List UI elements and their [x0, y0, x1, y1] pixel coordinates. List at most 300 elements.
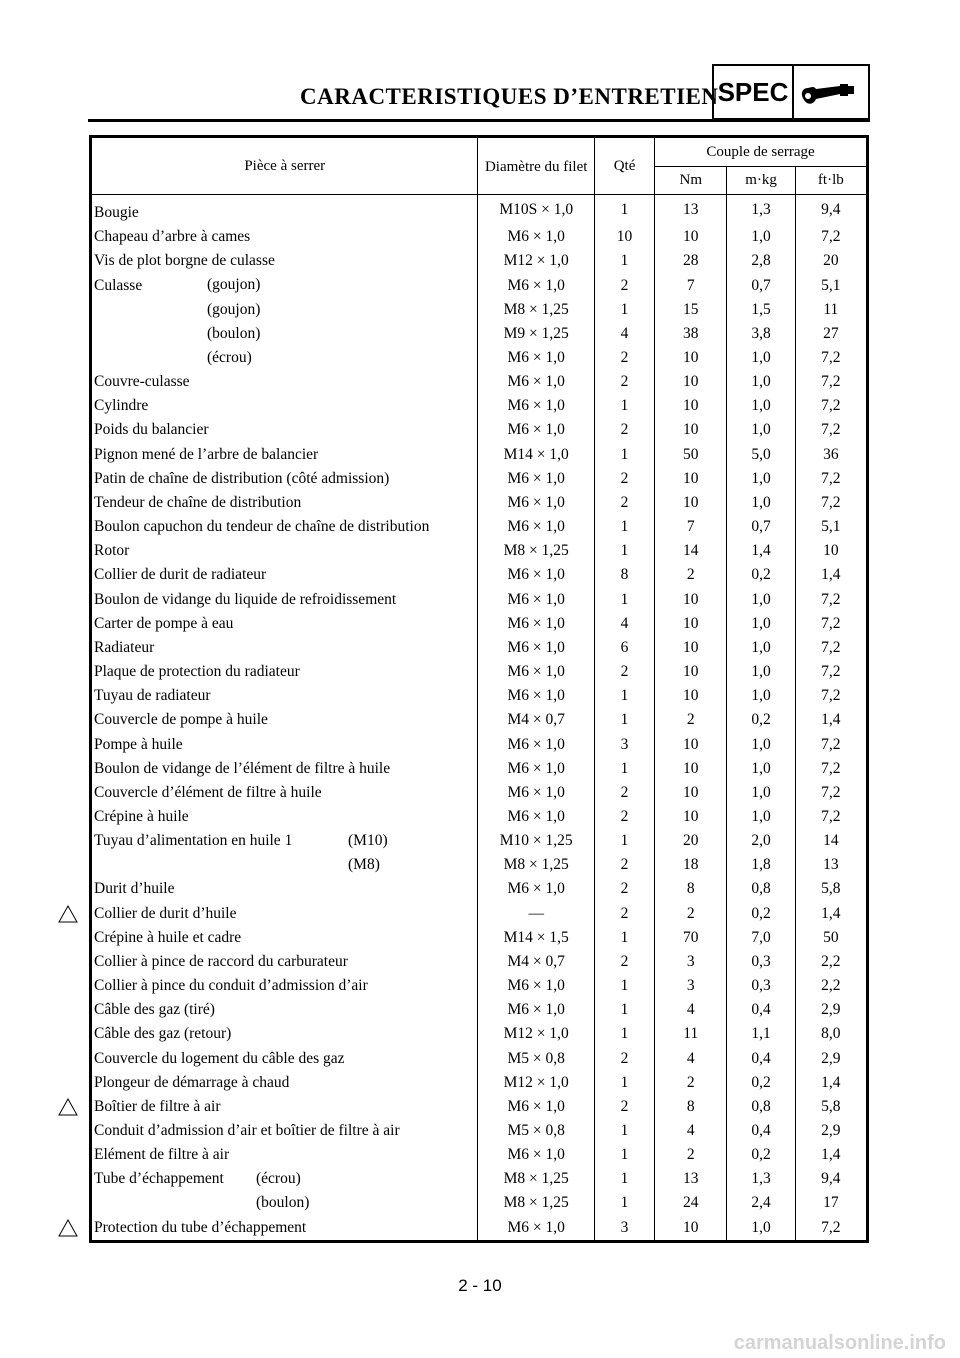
- ftlb-cell: 9,4: [795, 195, 867, 226]
- mkg-cell: 1,0: [727, 588, 795, 612]
- table-row: [91, 370, 868, 394]
- ftlb-cell: 11: [795, 298, 867, 322]
- table-row: [91, 829, 868, 853]
- qty-cell: 2: [594, 1095, 654, 1119]
- part-cell: [91, 1191, 478, 1215]
- nm-cell: 18: [655, 853, 727, 877]
- part-name: Durit d’huile: [94, 880, 175, 898]
- mkg-cell: 0,2: [727, 1071, 795, 1095]
- part-cell: [91, 1022, 478, 1046]
- part-sub-label: (boulon): [256, 1194, 310, 1212]
- mkg-cell: 1,0: [727, 805, 795, 829]
- thread-cell: M8 × 1,25: [478, 539, 594, 563]
- thread-cell: M10 × 1,25: [478, 829, 594, 853]
- thread-cell: M6 × 1,0: [478, 732, 594, 756]
- part-name: Patin de chaîne de distribution (côté admission): [94, 469, 390, 487]
- table-row: [91, 1216, 868, 1242]
- unit-nm-header: Nm: [655, 167, 727, 195]
- mkg-cell: 1,0: [727, 732, 795, 756]
- part-cell: [91, 418, 478, 442]
- part-cell: [91, 225, 478, 249]
- thread-cell: M6 × 1,0: [478, 467, 594, 491]
- part-cell: [91, 1119, 478, 1143]
- warning-triangle-icon: [58, 1098, 78, 1116]
- thread-cell: M8 × 1,25: [478, 298, 594, 322]
- part-cell: [91, 1143, 478, 1167]
- part-sub-label: (écrou): [207, 348, 252, 366]
- part-sub-label: (boulon): [207, 324, 261, 342]
- table-row: [91, 273, 868, 297]
- ftlb-cell: 2,9: [795, 1119, 867, 1143]
- nm-cell: 2: [655, 1071, 727, 1095]
- qty-cell: 2: [594, 950, 654, 974]
- mkg-cell: 0,4: [727, 1119, 795, 1143]
- thread-cell: M6 × 1,0: [478, 225, 594, 249]
- part-cell: [91, 1216, 478, 1242]
- part-sub-label: (M10): [348, 832, 388, 850]
- ftlb-cell: 2,2: [795, 950, 867, 974]
- thread-cell: M12 × 1,0: [478, 1022, 594, 1046]
- ftlb-cell: 7,2: [795, 491, 867, 515]
- mkg-cell: 1,0: [727, 370, 795, 394]
- qty-cell: 1: [594, 1022, 654, 1046]
- ftlb-cell: 50: [795, 926, 867, 950]
- thread-cell: M6 × 1,0: [478, 346, 594, 370]
- mkg-cell: 1,0: [727, 684, 795, 708]
- thread-cell: M10S × 1,0: [478, 195, 594, 226]
- qty-cell: 1: [594, 926, 654, 950]
- part-sub-label: (M8): [348, 856, 380, 874]
- nm-cell: 10: [655, 757, 727, 781]
- nm-cell: 24: [655, 1191, 727, 1215]
- table-row: [91, 708, 868, 732]
- qty-cell: 1: [594, 298, 654, 322]
- qty-cell: 4: [594, 612, 654, 636]
- part-name: Culasse: [94, 276, 143, 294]
- qty-cell: 2: [594, 467, 654, 491]
- ftlb-cell: 7,2: [795, 370, 867, 394]
- unit-mkg-header: m·kg: [727, 167, 795, 195]
- qty-cell: 2: [594, 418, 654, 442]
- thread-cell: M4 × 0,7: [478, 950, 594, 974]
- thread-cell: M14 × 1,5: [478, 926, 594, 950]
- thread-cell: M6 × 1,0: [478, 370, 594, 394]
- part-name: Chapeau d’arbre à cames: [94, 228, 251, 246]
- part-cell: [91, 322, 478, 346]
- thread-cell: M5 × 0,8: [478, 1046, 594, 1070]
- spec-badge: [712, 64, 870, 120]
- thread-cell: M6 × 1,0: [478, 394, 594, 418]
- nm-cell: 28: [655, 249, 727, 273]
- thread-cell: M12 × 1,0: [478, 249, 594, 273]
- mkg-cell: 3,8: [727, 322, 795, 346]
- table-row: [91, 877, 868, 901]
- qty-cell: 1: [594, 195, 654, 226]
- nm-cell: 2: [655, 902, 727, 926]
- part-cell: [91, 249, 478, 273]
- table-row: [91, 1071, 868, 1095]
- thread-cell: M6 × 1,0: [478, 636, 594, 660]
- table-row: [91, 805, 868, 829]
- ftlb-cell: 2,9: [795, 998, 867, 1022]
- qty-cell: 1: [594, 684, 654, 708]
- ftlb-cell: 9,4: [795, 1167, 867, 1191]
- ftlb-cell: 7,2: [795, 1216, 867, 1242]
- ftlb-cell: 36: [795, 443, 867, 467]
- part-name: Crépine à huile: [94, 807, 189, 825]
- part-cell: [91, 684, 478, 708]
- mkg-cell: 1,0: [727, 660, 795, 684]
- mkg-cell: 0,4: [727, 1046, 795, 1070]
- watermark: carmanualsonline.info: [733, 1332, 946, 1354]
- thread-cell: M12 × 1,0: [478, 1071, 594, 1095]
- part-cell: [91, 346, 478, 370]
- part-name: Couvercle du logement du câble des gaz: [94, 1049, 345, 1067]
- part-name: Rotor: [94, 542, 130, 560]
- ftlb-cell: 1,4: [795, 1143, 867, 1167]
- mkg-cell: 1,0: [727, 781, 795, 805]
- mkg-cell: 0,2: [727, 1143, 795, 1167]
- table-row: [91, 1119, 868, 1143]
- mkg-cell: 1,0: [727, 394, 795, 418]
- qty-cell: 1: [594, 1143, 654, 1167]
- ftlb-cell: 7,2: [795, 225, 867, 249]
- col-part-header: Pièce à serrer: [91, 137, 478, 195]
- part-sub-label: (goujon): [207, 276, 261, 294]
- mkg-cell: 1,3: [727, 195, 795, 226]
- part-cell: [91, 273, 478, 297]
- part-name: Couvercle d’élément de filtre à huile: [94, 783, 322, 801]
- qty-cell: 6: [594, 636, 654, 660]
- nm-cell: 8: [655, 1095, 727, 1119]
- nm-cell: 13: [655, 1167, 727, 1191]
- qty-cell: 2: [594, 346, 654, 370]
- part-name: Elément de filtre à air: [94, 1146, 230, 1164]
- table-row: [91, 539, 868, 563]
- thread-cell: M6 × 1,0: [478, 974, 594, 998]
- wrench-icon: [796, 72, 866, 114]
- part-cell: [91, 950, 478, 974]
- qty-cell: 2: [594, 660, 654, 684]
- warning-triangle-icon: [58, 905, 78, 923]
- nm-cell: 10: [655, 781, 727, 805]
- mkg-cell: 0,4: [727, 998, 795, 1022]
- table-row: [91, 684, 868, 708]
- ftlb-cell: 1,4: [795, 902, 867, 926]
- part-name: Boîtier de filtre à air: [94, 1097, 221, 1115]
- nm-cell: 10: [655, 612, 727, 636]
- ftlb-cell: 1,4: [795, 708, 867, 732]
- part-name: Poids du balancier: [94, 421, 209, 439]
- table-row: [91, 346, 868, 370]
- table-row: [91, 1095, 868, 1119]
- ftlb-cell: 7,2: [795, 732, 867, 756]
- part-cell: [91, 757, 478, 781]
- nm-cell: 10: [655, 732, 727, 756]
- part-cell: [91, 708, 478, 732]
- part-cell: [91, 1095, 478, 1119]
- thread-cell: M6 × 1,0: [478, 563, 594, 587]
- mkg-cell: 2,4: [727, 1191, 795, 1215]
- part-name: Tuyau de radiateur: [94, 687, 211, 705]
- mkg-cell: 1,0: [727, 612, 795, 636]
- part-name: Tuyau d’alimentation en huile 1: [94, 832, 293, 850]
- part-name: Vis de plot borgne de culasse: [94, 252, 275, 270]
- qty-cell: 1: [594, 1167, 654, 1191]
- nm-cell: 4: [655, 998, 727, 1022]
- ftlb-cell: 27: [795, 322, 867, 346]
- thread-cell: —: [478, 902, 594, 926]
- part-cell: [91, 732, 478, 756]
- ftlb-cell: 1,4: [795, 1071, 867, 1095]
- nm-cell: 8: [655, 877, 727, 901]
- table-row: [91, 467, 868, 491]
- part-name: Cylindre: [94, 397, 149, 415]
- thread-cell: M8 × 1,25: [478, 1167, 594, 1191]
- thread-cell: M6 × 1,0: [478, 588, 594, 612]
- part-cell: [91, 394, 478, 418]
- ftlb-cell: 5,1: [795, 515, 867, 539]
- part-name: Boulon de vidange du liquide de refroidissement: [94, 590, 397, 608]
- part-name: Collier de durit de radiateur: [94, 566, 267, 584]
- mkg-cell: 0,2: [727, 902, 795, 926]
- nm-cell: 4: [655, 1119, 727, 1143]
- qty-cell: 10: [594, 225, 654, 249]
- nm-cell: 13: [655, 195, 727, 226]
- nm-cell: 10: [655, 684, 727, 708]
- nm-cell: 10: [655, 491, 727, 515]
- part-cell: [91, 636, 478, 660]
- nm-cell: 10: [655, 660, 727, 684]
- mkg-cell: 1,5: [727, 298, 795, 322]
- table-row: [91, 950, 868, 974]
- nm-cell: 10: [655, 805, 727, 829]
- part-cell: [91, 612, 478, 636]
- part-name: Boulon de vidange de l’élément de filtre à huile: [94, 759, 391, 777]
- thread-cell: M6 × 1,0: [478, 660, 594, 684]
- nm-cell: 7: [655, 273, 727, 297]
- mkg-cell: 0,8: [727, 877, 795, 901]
- thread-cell: M14 × 1,0: [478, 443, 594, 467]
- part-name: Crépine à huile et cadre: [94, 928, 242, 946]
- mkg-cell: 1,8: [727, 853, 795, 877]
- part-cell: [91, 467, 478, 491]
- unit-ftlb-header: ft·lb: [795, 167, 867, 195]
- table-row: [91, 394, 868, 418]
- nm-cell: 2: [655, 1143, 727, 1167]
- part-cell: [91, 370, 478, 394]
- table-row: [91, 1046, 868, 1070]
- table-row: [91, 636, 868, 660]
- ftlb-cell: 2,2: [795, 974, 867, 998]
- thread-cell: M4 × 0,7: [478, 708, 594, 732]
- mkg-cell: 1,0: [727, 225, 795, 249]
- qty-cell: 1: [594, 708, 654, 732]
- part-sub-label: (goujon): [207, 300, 261, 318]
- nm-cell: 10: [655, 394, 727, 418]
- mkg-cell: 0,7: [727, 273, 795, 297]
- table-row: [91, 322, 868, 346]
- nm-cell: 20: [655, 829, 727, 853]
- thread-cell: M8 × 1,25: [478, 853, 594, 877]
- nm-cell: 10: [655, 467, 727, 491]
- nm-cell: 10: [655, 588, 727, 612]
- qty-cell: 3: [594, 1216, 654, 1242]
- ftlb-cell: 5,8: [795, 877, 867, 901]
- table-row: [91, 298, 868, 322]
- part-cell: [91, 563, 478, 587]
- part-cell: [91, 1046, 478, 1070]
- table-row: [91, 225, 868, 249]
- part-cell: [91, 298, 478, 322]
- mkg-cell: 1,4: [727, 539, 795, 563]
- thread-cell: M6 × 1,0: [478, 781, 594, 805]
- ftlb-cell: 7,2: [795, 467, 867, 491]
- part-cell: [91, 515, 478, 539]
- table-body: [91, 195, 868, 1242]
- part-cell: [91, 443, 478, 467]
- table-row: [91, 974, 868, 998]
- ftlb-cell: 7,2: [795, 346, 867, 370]
- table-row: [91, 660, 868, 684]
- qty-cell: 8: [594, 563, 654, 587]
- qty-cell: 1: [594, 515, 654, 539]
- spec-label: SPEC: [717, 77, 789, 107]
- part-name: Pignon mené de l’arbre de balancier: [94, 445, 319, 463]
- table-row: [91, 515, 868, 539]
- col-thread-header: Diamètre du filet: [478, 137, 594, 195]
- ftlb-cell: 7,2: [795, 684, 867, 708]
- page-title: CARACTERISTIQUES D’ENTRETIEN: [300, 84, 719, 109]
- table-row: [91, 998, 868, 1022]
- part-sub-label: (écrou): [256, 1170, 301, 1188]
- part-name: Radiateur: [94, 638, 155, 656]
- qty-cell: 2: [594, 805, 654, 829]
- thread-cell: M6 × 1,0: [478, 273, 594, 297]
- qty-cell: 1: [594, 249, 654, 273]
- table-row: [91, 732, 868, 756]
- part-name: Collier à pince du conduit d’admission d’air: [94, 977, 368, 995]
- mkg-cell: 7,0: [727, 926, 795, 950]
- part-cell: [91, 853, 478, 877]
- part-cell: [91, 998, 478, 1022]
- table-row: [91, 902, 868, 926]
- part-name: Tendeur de chaîne de distribution: [94, 493, 302, 511]
- part-name: Collier à pince de raccord du carburateur: [94, 952, 348, 970]
- nm-cell: 2: [655, 708, 727, 732]
- table-row: [91, 418, 868, 442]
- thread-cell: M6 × 1,0: [478, 684, 594, 708]
- ftlb-cell: 7,2: [795, 781, 867, 805]
- nm-cell: 3: [655, 974, 727, 998]
- mkg-cell: 0,2: [727, 708, 795, 732]
- ftlb-cell: 10: [795, 539, 867, 563]
- part-cell: [91, 926, 478, 950]
- part-name: Bougie: [94, 204, 139, 222]
- page-number: 2 - 10: [458, 1276, 502, 1295]
- part-name: Couvercle de pompe à huile: [94, 711, 268, 729]
- part-name: Collier de durit d’huile: [94, 904, 237, 922]
- part-cell: [91, 974, 478, 998]
- thread-cell: M6 × 1,0: [478, 515, 594, 539]
- part-name: Pompe à huile: [94, 735, 183, 753]
- mkg-cell: 1,0: [727, 1216, 795, 1242]
- part-cell: [91, 660, 478, 684]
- thread-cell: M8 × 1,25: [478, 1191, 594, 1215]
- qty-cell: 2: [594, 1046, 654, 1070]
- nm-cell: 11: [655, 1022, 727, 1046]
- part-name: Plaque de protection du radiateur: [94, 663, 300, 681]
- ftlb-cell: 20: [795, 249, 867, 273]
- mkg-cell: 1,0: [727, 491, 795, 515]
- mkg-cell: 0,8: [727, 1095, 795, 1119]
- qty-cell: 1: [594, 394, 654, 418]
- qty-cell: 1: [594, 1071, 654, 1095]
- ftlb-cell: 5,8: [795, 1095, 867, 1119]
- part-cell: [91, 588, 478, 612]
- qty-cell: 1: [594, 1119, 654, 1143]
- ftlb-cell: 7,2: [795, 636, 867, 660]
- mkg-cell: 1,0: [727, 757, 795, 781]
- mkg-cell: 5,0: [727, 443, 795, 467]
- nm-cell: 10: [655, 1216, 727, 1242]
- part-cell: [91, 829, 478, 853]
- nm-cell: 50: [655, 443, 727, 467]
- ftlb-cell: 7,2: [795, 418, 867, 442]
- part-name: Boulon capuchon du tendeur de chaîne de distribution: [94, 518, 430, 536]
- mkg-cell: 2,8: [727, 249, 795, 273]
- part-name: Conduit d’admission d’air et boîtier de filtre à air: [94, 1122, 400, 1140]
- nm-cell: 10: [655, 636, 727, 660]
- mkg-cell: 0,3: [727, 950, 795, 974]
- table-row: [91, 926, 868, 950]
- part-cell: [91, 195, 478, 226]
- thread-cell: M6 × 1,0: [478, 1216, 594, 1242]
- nm-cell: 70: [655, 926, 727, 950]
- thread-cell: M6 × 1,0: [478, 612, 594, 636]
- ftlb-cell: 8,0: [795, 1022, 867, 1046]
- mkg-cell: 1,3: [727, 1167, 795, 1191]
- qty-cell: 3: [594, 732, 654, 756]
- part-name: Protection du tube d’échappement: [94, 1218, 307, 1236]
- torque-spec-table: [89, 135, 869, 1243]
- qty-cell: 2: [594, 370, 654, 394]
- thread-cell: M6 × 1,0: [478, 491, 594, 515]
- qty-cell: 1: [594, 998, 654, 1022]
- badge-divider: [792, 66, 794, 118]
- thread-cell: M6 × 1,0: [478, 1095, 594, 1119]
- nm-cell: 10: [655, 370, 727, 394]
- ftlb-cell: 7,2: [795, 805, 867, 829]
- qty-cell: 1: [594, 588, 654, 612]
- thread-cell: M6 × 1,0: [478, 757, 594, 781]
- nm-cell: 4: [655, 1046, 727, 1070]
- table-row: [91, 195, 868, 226]
- nm-cell: 15: [655, 298, 727, 322]
- mkg-cell: 1,0: [727, 346, 795, 370]
- nm-cell: 10: [655, 418, 727, 442]
- thread-cell: M6 × 1,0: [478, 805, 594, 829]
- part-name: Tube d’échappement: [94, 1170, 224, 1188]
- ftlb-cell: 7,2: [795, 612, 867, 636]
- part-cell: [91, 781, 478, 805]
- mkg-cell: 2,0: [727, 829, 795, 853]
- mkg-cell: 1,0: [727, 636, 795, 660]
- mkg-cell: 0,3: [727, 974, 795, 998]
- ftlb-cell: 7,2: [795, 757, 867, 781]
- table-row: [91, 563, 868, 587]
- qty-cell: 1: [594, 1191, 654, 1215]
